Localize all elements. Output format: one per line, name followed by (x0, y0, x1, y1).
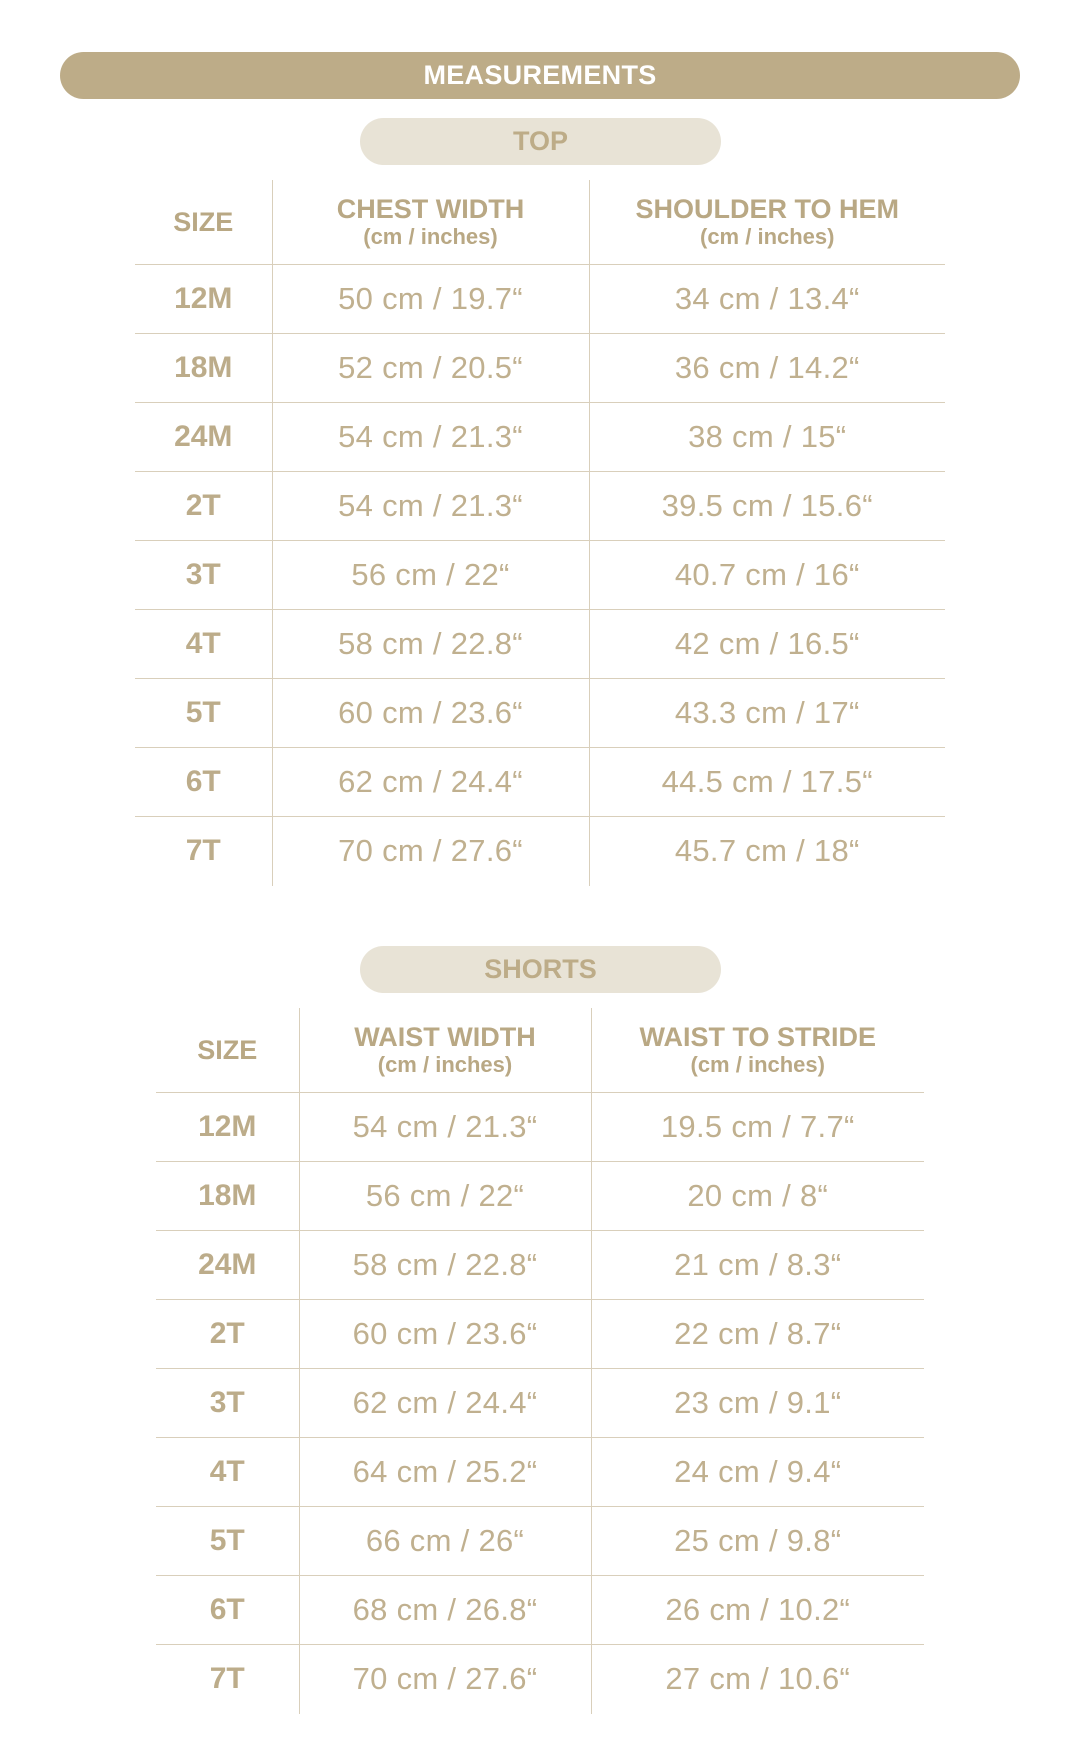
measure-cell: 19.5 cm / 7.7“ (591, 1093, 924, 1162)
size-cell: 24M (156, 1231, 299, 1300)
size-cell: 18M (135, 334, 272, 403)
table-row (156, 1645, 924, 1714)
table-row (135, 265, 945, 334)
size-cell: 3T (135, 541, 272, 610)
measure-cell: 39.5 cm / 15.6“ (589, 472, 945, 541)
measure-cell: 56 cm / 22“ (272, 541, 589, 610)
size-cell: 12M (198, 1110, 257, 1143)
table-row (156, 1438, 924, 1507)
table-row (156, 1369, 924, 1438)
measure-cell: 23 cm / 9.1“ (591, 1369, 924, 1438)
size-cell: 2T (135, 472, 272, 541)
waist-to-stride-column-header: WAIST TO STRIDE (cm / inches) (591, 1008, 924, 1093)
table-row (135, 748, 945, 817)
table-row (135, 334, 945, 403)
measure-cell: 25 cm / 9.8“ (591, 1507, 924, 1576)
measure-cell: 58 cm / 22.8“ (272, 610, 589, 679)
size-column-header: SIZE (135, 180, 272, 265)
waist-width-column-header: WAIST WIDTH (cm / inches) (299, 1008, 591, 1093)
size-cell: 6T (156, 1576, 299, 1645)
chest-width-column-header: CHEST WIDTH (cm / inches) (272, 180, 589, 265)
measure-cell: 60 cm / 23.6“ (272, 679, 589, 748)
table-row (135, 403, 945, 472)
measure-cell: 40.7 cm / 16“ (589, 541, 945, 610)
table-row (156, 1093, 924, 1162)
size-cell: 7T (135, 817, 272, 886)
section-label-shorts: SHORTS (360, 946, 721, 993)
measure-cell: 54 cm / 21.3“ (272, 472, 589, 541)
size-cell: 24M (135, 403, 272, 472)
measure-cell: 45.7 cm / 18“ (589, 817, 945, 886)
measure-cell: 62 cm / 24.4“ (272, 748, 589, 817)
table-header-row (156, 1008, 924, 1093)
measure-cell: 26 cm / 10.2“ (591, 1576, 924, 1645)
size-column-header: SIZE (156, 1008, 299, 1093)
size-cell: 6T (135, 748, 272, 817)
size-cell: 2T (156, 1300, 299, 1369)
measure-cell: 54 cm / 21.3“ (272, 403, 589, 472)
table-row (135, 679, 945, 748)
measure-cell: 66 cm / 26“ (299, 1507, 591, 1576)
table-row (156, 1300, 924, 1369)
shoulder-to-hem-column-header: SHOULDER TO HEM (cm / inches) (589, 180, 945, 265)
measure-cell: 50 cm / 19.7“ (272, 265, 589, 334)
measure-cell: 54 cm / 21.3“ (299, 1093, 591, 1162)
size-cell: 5T (135, 679, 272, 748)
size-cell: 12M (174, 282, 233, 315)
measure-cell: 56 cm / 22“ (299, 1162, 591, 1231)
table-row (156, 1162, 924, 1231)
size-cell: 3T (156, 1369, 299, 1438)
measure-cell: 70 cm / 27.6“ (272, 817, 589, 886)
measure-cell: 38 cm / 15“ (589, 403, 945, 472)
size-cell: 4T (135, 610, 272, 679)
size-cell: 5T (156, 1507, 299, 1576)
measurements-banner: MEASUREMENTS (60, 52, 1020, 99)
table-row (156, 1507, 924, 1576)
measure-cell: 22 cm / 8.7“ (591, 1300, 924, 1369)
measure-cell: 62 cm / 24.4“ (299, 1369, 591, 1438)
measure-cell: 68 cm / 26.8“ (299, 1576, 591, 1645)
measure-cell: 36 cm / 14.2“ (589, 334, 945, 403)
table-row (156, 1231, 924, 1300)
size-cell: 18M (156, 1162, 299, 1231)
shorts-size-table (156, 1008, 924, 1714)
table-header-row (135, 180, 945, 265)
measure-cell: 21 cm / 8.3“ (591, 1231, 924, 1300)
measure-cell: 20 cm / 8“ (591, 1162, 924, 1231)
measure-cell: 44.5 cm / 17.5“ (589, 748, 945, 817)
measure-cell: 58 cm / 22.8“ (299, 1231, 591, 1300)
table-row (135, 817, 945, 886)
size-cell: 7T (156, 1645, 299, 1714)
measure-cell: 52 cm / 20.5“ (272, 334, 589, 403)
measure-cell: 27 cm / 10.6“ (591, 1645, 924, 1714)
measure-cell: 64 cm / 25.2“ (299, 1438, 591, 1507)
table-row (156, 1576, 924, 1645)
table-row (135, 472, 945, 541)
measure-cell: 60 cm / 23.6“ (299, 1300, 591, 1369)
measure-cell: 70 cm / 27.6“ (299, 1645, 591, 1714)
measure-cell: 43.3 cm / 17“ (589, 679, 945, 748)
top-size-table (135, 180, 945, 886)
measure-cell: 42 cm / 16.5“ (589, 610, 945, 679)
measure-cell: 24 cm / 9.4“ (591, 1438, 924, 1507)
measure-cell: 34 cm / 13.4“ (589, 265, 945, 334)
table-row (135, 541, 945, 610)
section-label-top: TOP (360, 118, 721, 165)
size-cell: 4T (156, 1438, 299, 1507)
table-row (135, 610, 945, 679)
